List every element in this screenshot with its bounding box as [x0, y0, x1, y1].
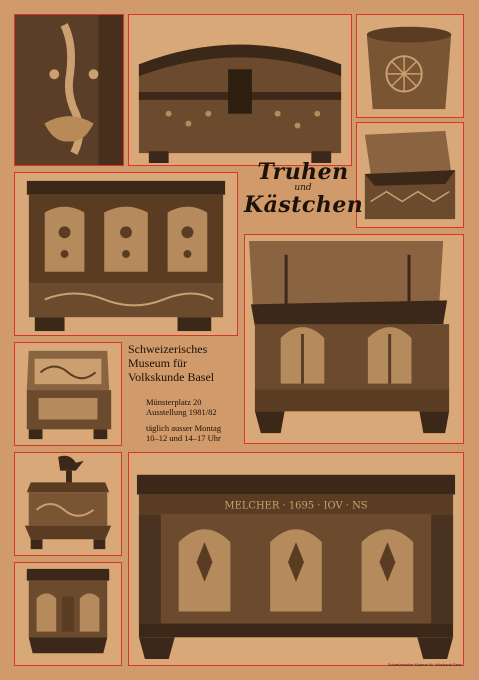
- opening-days: täglich ausser Montag: [146, 423, 222, 433]
- credit-line: Schweizerisches Museum für Volkskunde Basel: [387, 663, 462, 667]
- title-line-2: Kästchen: [244, 192, 364, 218]
- title-connector: und: [294, 183, 312, 193]
- title-line-1: Truhen: [257, 159, 349, 185]
- opening-hours: 10–12 und 14–17 Uhr: [146, 433, 221, 443]
- address: Münsterplatz 20: [146, 397, 202, 407]
- chest-inscription: MELCHER · 1695 · IOV · NS: [224, 500, 368, 512]
- exhibition-dates: Ausstellung 1981/82: [146, 407, 217, 417]
- museum-line-1: Schweizerisches: [128, 342, 208, 356]
- museum-line-3: Volkskunde Basel: [128, 370, 215, 384]
- photo-open-box: [356, 122, 464, 228]
- photo-large-carved-chest: [128, 452, 464, 666]
- photo-bird-casket: [14, 452, 122, 556]
- photo-small-casket: [14, 342, 122, 446]
- photo-open-carved-chest: [244, 234, 464, 444]
- exhibition-info: [146, 397, 250, 443]
- museum-name: [128, 342, 248, 384]
- photo-lock-detail: [14, 14, 124, 166]
- photo-painted-chest: [14, 172, 238, 336]
- museum-line-2: Museum für: [128, 356, 187, 370]
- photo-round-box: [356, 14, 464, 118]
- photo-domed-chest: [128, 14, 352, 166]
- photo-small-chest: [14, 562, 122, 666]
- poster-title: [244, 160, 362, 236]
